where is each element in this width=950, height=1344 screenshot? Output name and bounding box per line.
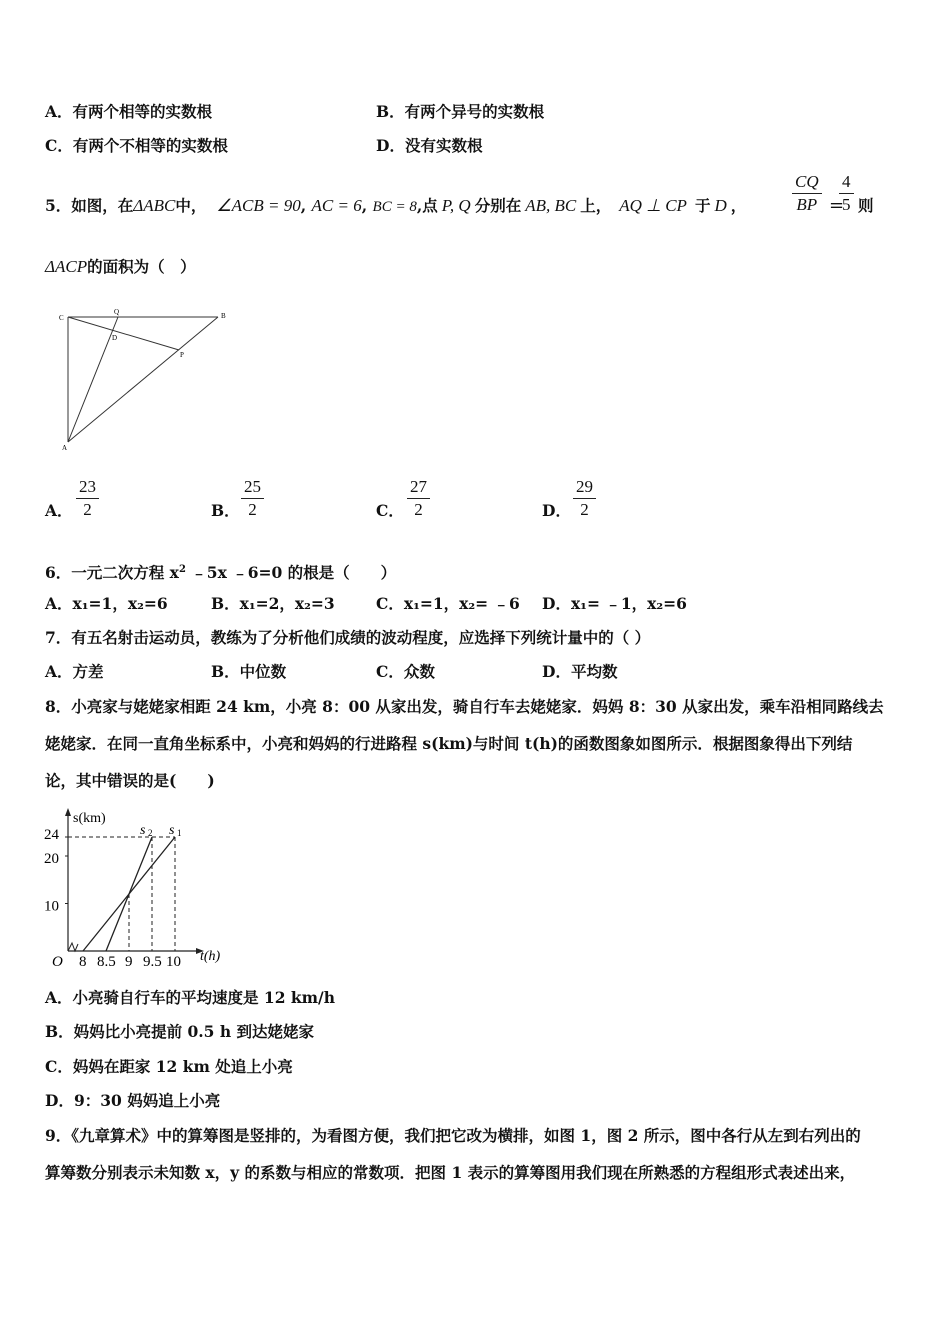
q5-equals: = [829,195,845,216]
q5-value-den: 5 [842,195,851,214]
q5-option-c-den: 2 [414,500,423,519]
q8-option-d: D．9：30 妈妈追上小亮 [45,1091,221,1110]
x-tick-label: 9 [125,954,133,970]
q5-option-d-num: 29 [573,476,596,499]
axis-break-icon [68,943,78,951]
q5-option-c-num: 27 [407,476,430,499]
x-tick-label: 8 [79,954,87,970]
q5-option-b-den: 2 [248,500,257,519]
y-axis-label: s(km) [73,811,106,826]
q5-option-d-den: 2 [580,500,589,519]
series-label-s1-subscript: 1 [177,828,182,838]
q5-text: 于 [694,196,711,215]
q8-option-c: C．妈妈在距家 12 km 处追上小亮 [45,1057,293,1076]
q5-triangle: ΔABC [133,196,176,215]
q9-stem-line1: 9．《九章算术》中的算筹图是竖排的，为看图方便，我们把它改为横排，如图 1，图 2 所示，图中各行从左到右列出的 [45,1126,861,1145]
q7-option-c: C．众数 [376,662,435,681]
q5-abbc: AB, BC [525,196,577,215]
series-label-s1: s [169,823,175,838]
y-tick-label: 10 [44,898,59,915]
q5-ratio-den: BP [796,195,818,214]
x-tick-label: 10 [166,954,181,970]
q5-option-a-num: 23 [76,476,99,499]
series-label-s2: s [140,823,146,838]
q5-option-a-den: 2 [83,500,92,519]
q5-number: 5．如图，在 [45,196,134,215]
q6-stem [45,560,396,583]
q5-ac: AC = 6 [311,196,362,215]
q8-stem-line3: 论，其中错误的是( ) [45,771,215,790]
q5-option-d-fraction [573,476,596,521]
segment-aq [68,317,118,442]
q5-option-a-fraction [76,476,99,521]
y-tick-label: 24 [44,827,59,843]
q8-option-b: B．妈妈比小亮提前 0.5 h 到达姥姥家 [45,1022,315,1041]
q5-pq: P, Q [441,196,471,215]
y-tick-label: 20 [44,851,59,867]
q6-stem-post: ﹣5x ﹣6=0 的根是（ ） [185,563,397,583]
q5-value-fraction [839,171,854,216]
q4-option-b: B．有两个异号的实数根 [376,102,545,121]
q5-option-d-letter: D． [542,501,571,520]
q5-point-d: D [714,196,727,215]
q5-stem-line2 [45,257,196,277]
q6-option-c: C．x₁=1，x₂= ﹣6 [376,594,520,613]
label-q: Q [114,308,120,316]
q4-option-a: A．有两个相等的实数根 [45,102,213,121]
q5-text: 分别在 [474,196,522,215]
q5-text: 上， [580,196,612,215]
q6-exponent: 2 [178,564,186,575]
q5-option-b-fraction [241,476,264,521]
q4-option-c: C．有两个不相等的实数根 [45,136,228,155]
q5-option-c-fraction [407,476,430,521]
q6-option-b: B．x₁=2，x₂=3 [211,594,335,613]
q9-stem-line2: 算筹数分别表示未知数 x，y 的系数与相应的常数项．把图 1 表示的算筹图用我们现在所熟悉的方程组形式表述出来， [45,1163,856,1182]
q5-question: 的面积为（ ） [87,257,196,276]
q6-option-a: A．x₁=1，x₂=6 [45,594,168,613]
q5-angle: ∠ACB = 90 [216,196,301,215]
y-axis-arrow [65,808,71,816]
q7-option-b: B．中位数 [211,662,287,681]
x-tick-label: 8.5 [97,954,116,970]
q5-option-a-letter: A． [45,501,73,520]
q5-text: 中， [175,196,207,215]
q5-perp: AQ ⊥ CP [619,196,687,215]
segment-cp [68,317,179,350]
q7-stem: 7．有五名射击运动员，教练为了分析他们成绩的波动程度，应选择下列统计量中的（ ） [45,628,651,647]
q5-option-c-letter: C． [376,501,404,520]
label-c: C [59,314,64,322]
segment-ab [68,317,218,442]
q5-text: ,点 [416,196,438,215]
label-a: A [62,444,68,452]
q5-triangle-acp: ΔACP [45,257,88,276]
q5-ratio-num: CQ [792,171,822,194]
q8-stem-line2: 姥姥家．在同一直角坐标系中，小亮和妈妈的行进路程 s(km)与时间 t(h)的函数图象如图所示．根据图象得出下列结 [45,734,853,753]
label-b: B [221,312,226,320]
q5-bc: BC = 8 [372,199,417,215]
q8-distance-time-chart [40,806,250,972]
q7-option-d: D．平均数 [542,662,618,681]
series-label-s2-subscript: 2 [148,828,153,838]
q5-ratio-fraction [792,171,822,216]
q5-option-b-letter: B． [211,501,240,520]
x-tick-label: 9.5 [143,954,162,970]
q6-option-d: D．x₁= ﹣1，x₂=6 [542,594,687,613]
q7-option-a: A．方差 [45,662,104,681]
label-p: P [180,351,184,359]
q4-option-d: D．没有实数根 [376,136,483,155]
q5-then: 则 [858,196,874,215]
x-axis-label: t(h) [200,949,221,964]
q8-stem-line1: 8．小亮家与姥姥家相距 24 km，小亮 8：00 从家出发，骑自行车去姥姥家．妈妈 8：30 从家出发，乘车沿相同路线去 [45,697,884,716]
q5-value-num: 4 [839,171,854,194]
origin-label: O [52,954,63,970]
q8-option-a: A．小亮骑自行车的平均速度是 12 km/h [45,988,335,1007]
label-d: D [112,334,118,342]
q5-triangle-figure [56,305,236,455]
q6-stem-pre: 6．一元二次方程 x [45,563,179,583]
q5-option-b-num: 25 [241,476,264,499]
q5-stem: 5．如图，在ΔABC中， ∠ACB = 90, AC = 6, BC = 8,点 P, Q 分别在 AB, BC 上， AQ ⊥ CP 于 D ， [45,196,747,215]
